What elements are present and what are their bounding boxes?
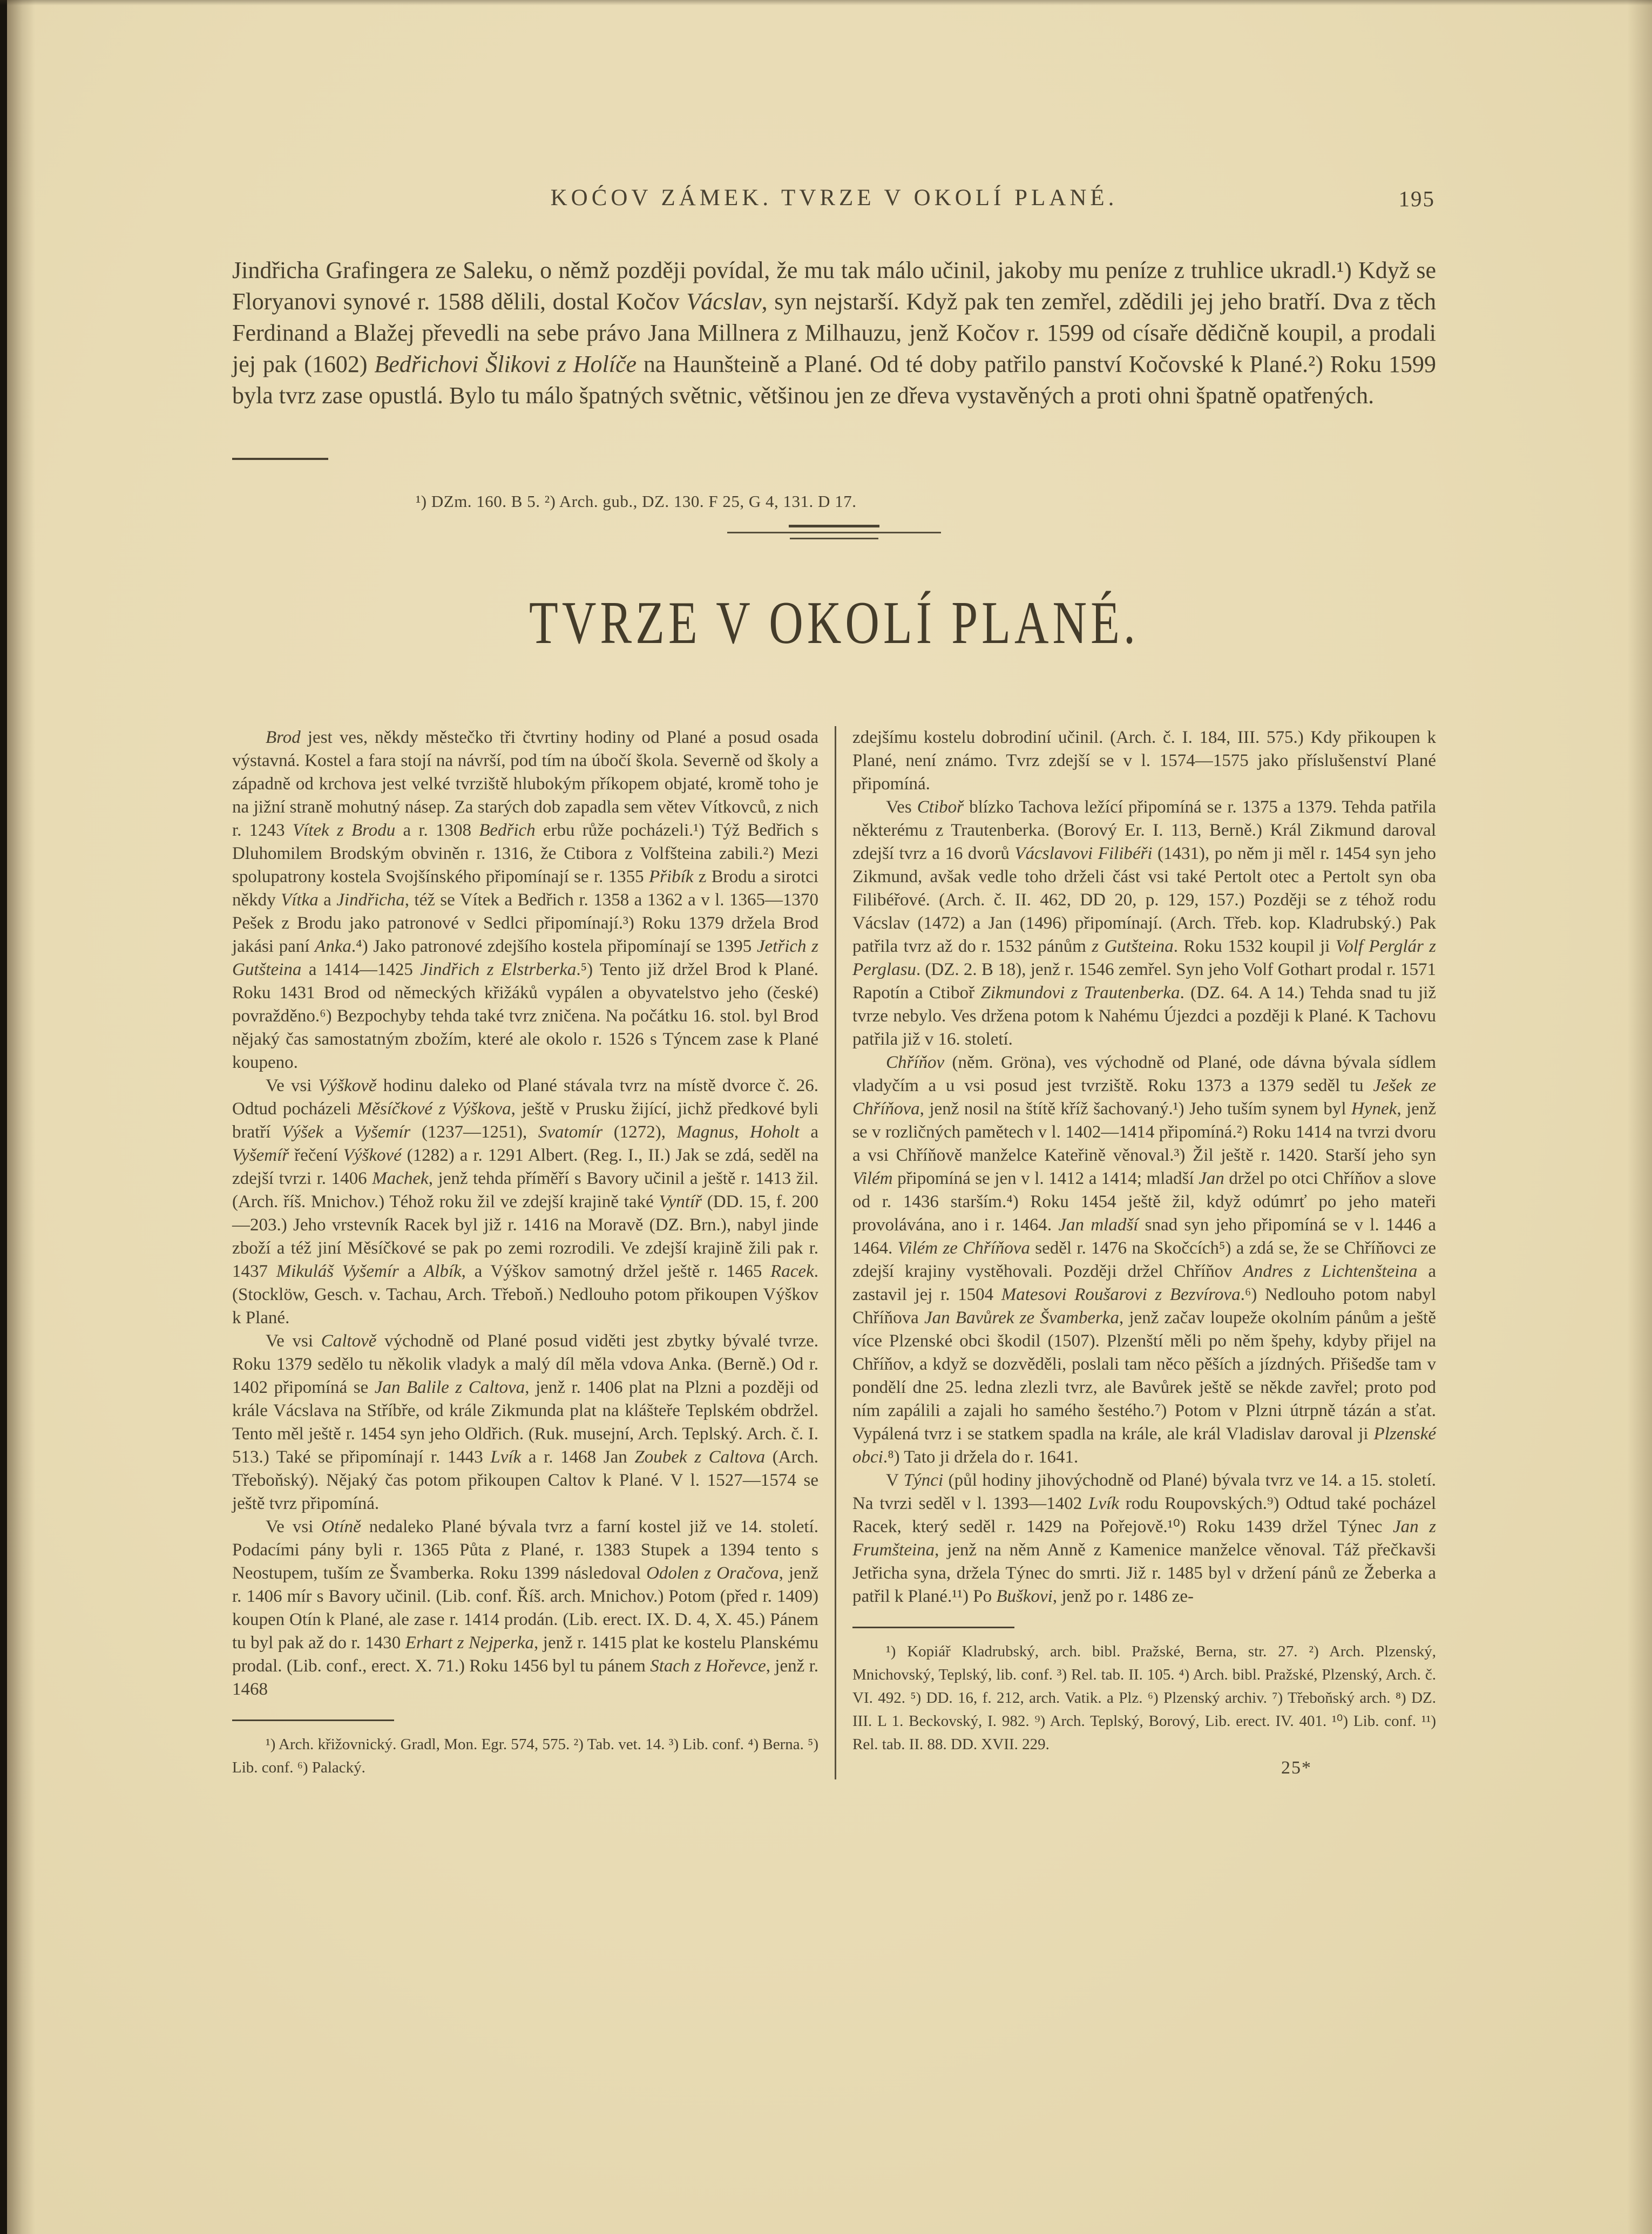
body-paragraph: Chříňov (něm. Gröna), ves východně od Plané, ode dávna bývala sídlem vladyčím a u vsi posud jest tvrziště. Roku 1373 a 1379 seděl tu Ješek ze Chříňova, jenž nosil na štítě kříž šachovaný.¹) Jeho tuším synem byl Hynek, jenž se v rozličných pamětech v l. 1402—1414 připomíná.²) Roku 1414 na tvrzi dvoru a vsi Chříňově manželce Kateřině věnoval.³) Žil ještě r. 1420. Starší jeho syn Vilém připomíná se jen v l. 1412 a 1414; mladší Jan držel po otci Chříňov a slove od r. 1436 starším.⁴) Roku 1454 ještě žil, když odúmrť po jeho mateři provolávána, ano i r. 1464. Jan mladší snad syn jeho připomíná se v l. 1446 a 1464. Vilém ze Chříňova seděl r. 1476 na Skočcích⁵) a zdá se, že se Chříňovci ze zdejší krajiny vystěhovali. Později držel Chříňov Andres z Lichtenšteina a zastavil jej r. 1504 Matesovi Roušarovi z Bezvírova.⁶) Nedlouho potom nabyl Chříňova Jan Bavůrek ze Švamberka, jenž začav loupeže okolním pánům a ještě více Plzenské obci škodil (1507). Plzenští měli po něm špehy, kdyby přijel na Chříňov, a když se dozvěděli, poslali tam něco pěších a jízdných. Přišedše tam v pondělí dne 25. ledna zlezli tvrz, ale Bavůrek ještě se někde zavřel; proto pod ním zapálili a zajali ho samého šestého.⁷) Potom v Plzni útrpně tázán a sťat. Vypálená tvrz i se statkem spadla na krále, ale král Vladislav daroval ji Plzenské obci.⁸) Tato ji držela do r. 1641. [852,1053,1437,1467]
two-column-body [232,726,1436,1779]
section-divider-ornament [232,525,1436,539]
left-footnotes: ¹) Arch. křižovnický. Gradl, Mon. Egr. 574, 575. ²) Tab. vet. 14. ³) Lib. conf. ⁴) Berna. ⁵) Lib. conf. ⁶) Palacký. [232,1736,818,1776]
page-number: 195 [1398,186,1435,211]
body-paragraph: Brod jest ves, někdy městečko tři čtvrtiny hodiny od Plané a posud osada výstavná. Kostel a fara stojí na návrší, pod tím na úbočí škola. Severně od školy a západně od krchova jest velké tvrziště hlubokým příkopem objaté, kromě toho je na jižní straně mohutný násep. Za starých dob zapadla sem větev Vítkovců, z nich r. 1243 Vítek z Brodu a r. 1308 Bedřich erbu růže pocházeli.¹) Týž Bedřich s Dluhomilem Brodským obviněn r. 1316, že Ctibora z Volfšteina zabili.²) Mezi spolupatrony kostela Svojšínského připomínají se r. 1355 Přibík z Brodu a sirotci někdy Vítka a Jindřicha, též se Vítek a Bedřich r. 1358 a 1362 a v l. 1365—1370 Pešek z Brodu jako patronové v Sedlci připomínají.³) Roku 1379 držela Brod jakási paní Anka.⁴) Jako patronové zdejšího kostela připomínají se 1395 Jetřich z Gutšteina a 1414—1425 Jindřich z Elstrberka.⁵) Tento již držel Brod k Plané. Roku 1431 Brod od německých křižáků vypálen a obyvatelstvo jeho (české) povražděno.⁶) Bezpochyby tehda také tvrz zničena. Na počátku 16. stol. byl Brod nějaký čas samostatným zbožím, které ale okolo r. 1526 s Týncem zase k Plané koupeno. [232,728,819,1072]
left-footnote-rule [232,1719,394,1721]
body-paragraph: Ve vsi Výškově hodinu daleko od Plané stávala tvrz na místě dvorce č. 26. Odtud pocházeli Měsíčkové z Výškova, ještě v Prusku žijící, jichž předkové byli bratří Výšek a Vyšemír (1237—1251), Svatomír (1272), Magnus, Hoholt a Vyšemíř řečení Výškové (1282) a r. 1291 Albert. (Reg. I., II.) Jak se zdá, seděl na zdejší tvrzi r. 1406 Machek, jenž tehda příměří s Bavory učinil a ještě r. 1413 žil. (Arch. říš. Mnichov.) Téhož roku žil ve zdejší krajině také Vyntíř (DD. 15, f. 200—203.) Jeho vrstevník Racek byl již r. 1416 na Moravě (DZ. Brn.), nabyl jinde zboží a též jiní Měsíčkové se pak po zemi rozrodili. Ve zdejší krajině žili pak r. 1437 Mikuláš Vyšemír a Albík, a Výškov samotný držel ještě r. 1465 Racek. (Stocklöw, Gesch. v. Tachau, Arch. Třeboň.) Nedlouho potom přikoupen Výškov k Plané. [232,1076,819,1328]
divider-line-middle [727,532,941,533]
running-head-title: KOĆOV ZÁMEK. TVRZE V OKOLÍ PLANÉ. [550,185,1118,211]
section-title: TVRZE V OKOLÍ PLANÉ. [529,589,1139,656]
body-paragraph: Ve vsi Otíně nedaleko Plané bývala tvrz a farní kostel již ve 14. století. Podacími pány byli r. 1365 Půta z Plané, r. 1383 Stupek a 1394 tento s Neostupem, tuším ze Švamberka. Roku 1399 následoval Odolen z Oračova, jenž r. 1406 mír s Bavory učinil. (Lib. conf. Říš. arch. Mnichov.) Potom (před r. 1409) koupen Otín k Plané, ale zase r. 1414 prodán. (Lib. erect. IX. D. 4, X. 45.) Pánem tu byl pak až do r. 1430 Erhart z Nejperka, jenž r. 1415 plat ke kostelu Planskému prodal. (Lib. conf., erect. X. 71.) Roku 1456 byl tu pánem Stach z Hořevce, jenž r. 1468 [232,1517,818,1699]
running-head [232,185,1436,211]
column-divider-rule [835,726,836,1779]
body-paragraph: Ve vsi Caltově východně od Plané posud viděti jest zbytky bývalé tvrze. Roku 1379 sedělo tu několik vladyk a malý díl měla vdova Anka. (Berně.) Od r. 1402 připomíná se Jan Balile z Caltova, jenž r. 1406 plat na Plzni a později od krále Vácslava na Stříbře, od krále Zikmunda plat na klášteře Teplském obdržel. Tento měl ještě r. 1454 syn jeho Oldřich. (Ruk. musejní, Arch. Teplský. Arch. č. I. 513.) Také se připomínají r. 1443 Lvík a r. 1468 Jan Zoubek z Caltova (Arch. Třeboňský). Nějaký čas potom přikoupen Caltov k Plané. V l. 1527—1574 se ještě tvrz připomíná. [232,1331,818,1513]
intro-continuation-paragraph [232,255,1436,411]
left-column [232,726,818,1779]
body-paragraph: V Týnci (půl hodiny jihovýchodně od Plané) bývala tvrz ve 14. a 15. století. Na tvrzi seděl v l. 1393—1402 Lvík rodu Roupovských.⁹) Odtud také pocházel Racek, který seděl r. 1429 na Pořejově.¹⁰) Roku 1439 držel Týnec Jan z Frumšteina, jenž na něm Anně z Kamenice manželce věnoval. Táž přečkavši Jetřicha syna, držela Týnec do smrti. Již r. 1485 byl v držení pánů ze Žeberka a patřil k Plané.¹¹) Po Buškovi, jenž po r. 1486 ze- [852,1471,1436,1606]
left-column-paragraphs [232,726,818,1701]
right-footnotes: ¹) Kopiář Kladrubský, arch. bibl. Pražské, Berna, str. 27. ²) Arch. Plzenský, Mnichovský, Teplský, lib. conf. ³) Rel. tab. II. 105. ⁴) Arch. bibl. Pražské, Plzenský, Arch. č. VI. 492. ⁵) DD. 16, f. 212, arch. Vatik. a Plz. ⁶) Plzenský archiv. ⁷) Třeboňský arch. ⁸) DZ. III. L 1. Beckovský, I. 982. ⁹) Arch. Teplský, Borový, Lib. erect. IV. 401. ¹⁰) Lib. conf. ¹¹) Rel. tab. II. 88. DD. XVII. 229. [852,1643,1436,1753]
scan-gutter-shadow [7,0,35,2234]
intro-footnote: ¹) DZm. 160. B 5. ²) Arch. gub., DZ. 130. F 25, G 4, 131. D 17. [416,492,857,511]
scan-top-edge-shadow [0,0,1652,5]
divider-line-top [789,525,879,527]
intro-paragraph-text: Jindřicha Grafingera ze Saleku, o němž později povídal, že mu tak málo učinil, jakoby mu peníze z truhlice ukradl.¹) Když se Floryanovi synové r. 1588 dělili, dostal Kočov Vácslav, syn nejstarší. Když pak ten zemřel, zdědili jej jeho bratří. Dva z těch Ferdinand a Blažej převedli na sebe právo Jana Millnera z Milhauzu, jenž Kočov r. 1599 od císaře dědičně koupil, a prodali jej pak (1602) Bedřichovi Šlikovi z Holíče na Haunšteině a Plané. Od té doby patřilo panství Kočovské k Plané.²) Roku 1599 byla tvrz zase opustlá. Bylo tu málo špatných světnic, většinou jen ze dřeva vystavěných a proti ohni špatně opatřených. [232,257,1437,409]
scan-right-edge-shadow [1627,0,1652,2234]
intro-footnote-rule [232,458,328,460]
right-footnote-rule [852,1627,1014,1628]
divider-line-bottom [790,538,878,539]
scan-gutter-edge [0,0,7,2234]
right-column [852,726,1436,1779]
body-paragraph: Ves Ctiboř blízko Tachova ležící připomíná se r. 1375 a 1379. Tehda patřila některému z Trautenberka. (Borový Er. I. 113, Berně.) Král Zikmund daroval zdejší tvrz a 16 dvorů Vácslavovi Filibéři (1431), po něm ji měl r. 1454 syn jeho Zikmund, avšak vedle toho drželi část vsi také Pertolt otec a Pertolt syn oba Filibéřové. (Arch. č. II. 462, DD 20, p. 129, 157.) Později se z téhož rodu Vácslav (1472) a Jan (1496) připomínají. (Arch. Třeb. kop. Kladrubský.) Pak patřila tvrz až do r. 1532 pánům z Gutšteina. Roku 1532 koupil ji Volf Perglár z Perglasu. (DZ. 2. B 18), jenž r. 1546 zemřel. Syn jeho Volf Gothart prodal r. 1571 Rapotín a Ctiboř Zikmundovi z Trautenberka. (DZ. 64. A 14.) Tehda snad tu již tvrze nebylo. Ves držena potom k Nahému Újezdci a později k Plané. K Tachovu patřila již v 16. století. [852,797,1437,1049]
signature-mark: 25* [1281,1758,1312,1778]
body-paragraph: zdejšímu kostelu dobrodiní učinil. (Arch. č. I. 184, III. 575.) Kdy přikoupen k Plané, není známo. Tvrz zdejší se v l. 1574—1575 jako příslušenství Plané připomíná. [852,728,1436,794]
right-column-paragraphs [852,726,1436,1608]
